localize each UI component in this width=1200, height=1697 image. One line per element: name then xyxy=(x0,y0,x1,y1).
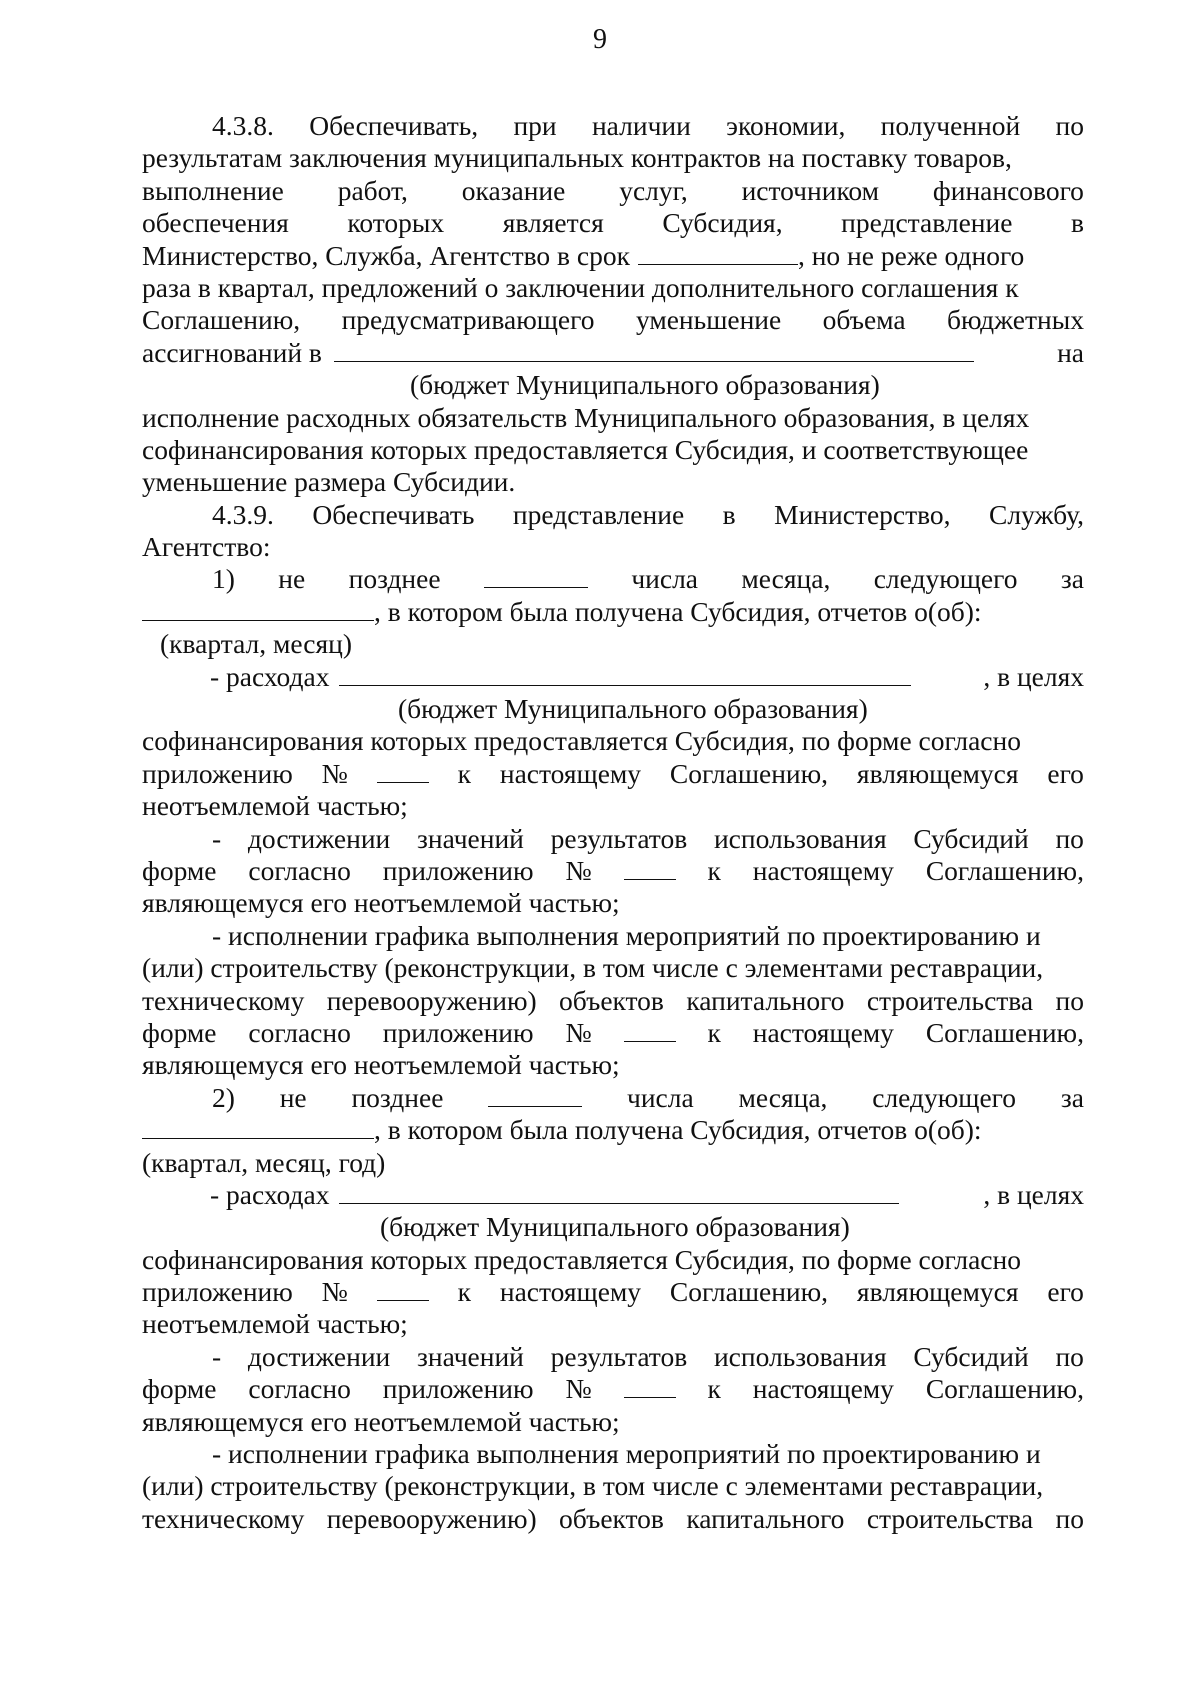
period-blank[interactable] xyxy=(142,596,374,621)
word: форме xyxy=(142,1373,217,1405)
word: по xyxy=(1055,1502,1084,1534)
pril-line xyxy=(142,1276,1084,1308)
word: которых xyxy=(347,207,445,239)
word: по xyxy=(1055,984,1084,1016)
neot-line: неотъемлемой частью; xyxy=(142,790,408,822)
text: - расходах xyxy=(210,660,330,692)
text: на xyxy=(1057,336,1084,368)
word: Соглашению, xyxy=(925,1373,1084,1405)
isp-line-5: являющемуся его неотъемлемой частью; xyxy=(142,1049,620,1081)
word: № xyxy=(565,854,592,886)
cofin-line: софинансирования которых предоставляется Субсидия, по форме согласно xyxy=(142,725,1021,757)
word: № xyxy=(565,1016,592,1048)
budget-blank[interactable] xyxy=(334,337,974,362)
word: по xyxy=(1055,110,1084,141)
word: выполнение xyxy=(142,174,284,206)
word: форме xyxy=(142,1016,217,1048)
word: форме xyxy=(142,854,217,886)
word: Обеспечивать xyxy=(312,498,475,530)
word: являющемуся xyxy=(856,1276,1019,1308)
word: техническому xyxy=(142,984,305,1016)
p438-line-8 xyxy=(142,337,1084,369)
word: приложению xyxy=(382,1373,534,1405)
dash: - xyxy=(212,822,222,854)
word: месяца, xyxy=(741,563,831,595)
word: источником xyxy=(741,174,880,206)
budget-note: (бюджет Муниципального образования) xyxy=(398,693,868,725)
word: не xyxy=(278,563,306,595)
forma-line xyxy=(142,855,1084,887)
word: не xyxy=(279,1081,307,1113)
day-blank[interactable] xyxy=(484,563,588,588)
text: , в целях xyxy=(983,1178,1084,1210)
word: за xyxy=(1060,1081,1084,1113)
isp-line-2: (или) строительству (реконструкции, в том числе с элементами реставрации, xyxy=(142,952,1044,984)
word: Соглашению, xyxy=(142,304,301,336)
text: , в целях xyxy=(983,660,1084,692)
text: , в котором была получена Субсидия, отчетов о(об): xyxy=(374,1114,982,1146)
word: являющемуся xyxy=(856,757,1019,789)
word: строительства xyxy=(866,1502,1034,1534)
isp-line-3 xyxy=(142,1503,1084,1535)
isp-line-1: - исполнении графика выполнения мероприятий по проектированию и xyxy=(212,919,1041,951)
word: Соглашению, xyxy=(669,757,829,789)
word: использования xyxy=(713,822,887,854)
item-number: 1) xyxy=(212,563,235,595)
forma-line xyxy=(142,1373,1084,1405)
word: настоящему xyxy=(752,854,894,886)
document-body xyxy=(142,110,1084,1535)
text: , в котором была получена Субсидия, отчетов о(об): xyxy=(374,595,982,627)
text: - расходах xyxy=(210,1178,330,1210)
word: обеспечения xyxy=(142,207,289,239)
word: № xyxy=(565,1373,592,1405)
appendix-number-blank[interactable] xyxy=(624,855,676,880)
word: работ, xyxy=(337,174,408,206)
word: в xyxy=(1071,207,1084,239)
word: настоящему xyxy=(499,757,642,789)
word: объектов xyxy=(559,1502,664,1534)
p439-line-1 xyxy=(142,499,1084,531)
item2-rashody xyxy=(142,1179,1084,1211)
word: значений xyxy=(417,1340,524,1372)
isp-line-3 xyxy=(142,985,1084,1017)
text: Министерство, Служба, Агентство в срок xyxy=(142,239,630,271)
word: предусматривающего xyxy=(341,304,595,336)
word: достижении xyxy=(247,1340,391,1372)
word: настоящему xyxy=(499,1276,642,1308)
period-blank[interactable] xyxy=(142,1114,374,1139)
item1-line-2 xyxy=(142,596,1084,628)
text: ассигнований в xyxy=(142,336,322,368)
day-blank[interactable] xyxy=(488,1082,582,1107)
word: по xyxy=(1055,822,1084,854)
word: полученной xyxy=(880,110,1021,141)
word: результатов xyxy=(550,1340,688,1372)
word: объема xyxy=(822,304,906,336)
word: числа xyxy=(627,1081,694,1113)
word: представление xyxy=(841,207,1013,239)
word: перевооружению) xyxy=(326,984,537,1016)
word: результатов xyxy=(550,822,688,854)
word: строительства xyxy=(866,984,1034,1016)
word: Обеспечивать, xyxy=(309,110,479,141)
word: за xyxy=(1060,563,1084,595)
word: настоящему xyxy=(752,1016,894,1048)
word: использования xyxy=(713,1340,887,1372)
dash: - xyxy=(212,1340,222,1372)
pril-line xyxy=(142,758,1084,790)
page-number: 9 xyxy=(593,24,607,55)
clause-number: 4.3.9. xyxy=(212,498,274,530)
budget-note: (бюджет Муниципального образования) xyxy=(380,1211,850,1243)
word: Министерство, xyxy=(774,498,951,530)
word: месяца, xyxy=(738,1081,828,1113)
word: капитального xyxy=(686,984,845,1016)
word: к xyxy=(457,1276,471,1308)
word: приложению xyxy=(382,854,534,886)
item1-line-1 xyxy=(142,563,1084,595)
p438-line-4 xyxy=(142,207,1084,239)
p438-line-1 xyxy=(142,110,1084,142)
dost-line xyxy=(142,1341,1084,1373)
yav-line: являющемуся его неотъемлемой частью; xyxy=(142,887,620,919)
word: числа xyxy=(631,563,698,595)
word: является xyxy=(502,207,604,239)
appendix-number-blank[interactable] xyxy=(377,758,429,783)
p438-line-5 xyxy=(142,240,1084,272)
word: техническому xyxy=(142,1502,305,1534)
clause-number: 4.3.8. xyxy=(212,110,274,141)
item2-line-2 xyxy=(142,1114,1084,1146)
word: следующего xyxy=(872,1081,1017,1113)
word: Соглашению, xyxy=(925,1016,1084,1048)
word: наличии xyxy=(591,110,691,141)
word: к xyxy=(707,1373,721,1405)
budget-blank[interactable] xyxy=(339,1179,899,1204)
budget-note: (бюджет Муниципального образования) xyxy=(410,369,880,401)
appendix-number-blank[interactable] xyxy=(377,1276,429,1301)
p438-line-10: софинансирования которых предоставляется Субсидия, и соответствующее xyxy=(142,433,1029,465)
word: Субсидий xyxy=(913,822,1029,854)
word: № xyxy=(321,1276,348,1308)
word: настоящему xyxy=(752,1373,894,1405)
word: приложению xyxy=(142,1276,293,1308)
deadline-blank[interactable] xyxy=(638,240,798,265)
budget-blank[interactable] xyxy=(339,661,911,686)
item1-rashody xyxy=(142,661,1084,693)
text: , но не реже одного xyxy=(797,239,1025,271)
word: услуг, xyxy=(619,174,688,206)
p438-line-6: раза в квартал, предложений о заключении дополнительного соглашения к xyxy=(142,271,1019,303)
word: согласно xyxy=(248,1373,351,1405)
period-note: (квартал, месяц) xyxy=(160,628,353,660)
word: по xyxy=(1055,1340,1084,1372)
word: значений xyxy=(417,822,524,854)
word: согласно xyxy=(248,1016,351,1048)
word: Соглашению, xyxy=(669,1276,829,1308)
word: его xyxy=(1047,1276,1084,1308)
yav-line: являющемуся его неотъемлемой частью; xyxy=(142,1405,620,1437)
dost-line xyxy=(142,823,1084,855)
word: к xyxy=(707,854,721,886)
word: к xyxy=(457,757,471,789)
item-number: 2) xyxy=(212,1081,235,1113)
word: согласно xyxy=(248,854,351,886)
appendix-number-blank[interactable] xyxy=(624,1017,676,1042)
item2-line-1 xyxy=(142,1082,1084,1114)
neot-line: неотъемлемой частью; xyxy=(142,1308,408,1340)
isp-line-4 xyxy=(142,1017,1084,1049)
word: бюджетных xyxy=(947,304,1084,336)
word: достижении xyxy=(247,822,391,854)
word: позднее xyxy=(351,1081,444,1113)
word: приложению xyxy=(382,1016,534,1048)
p439-line-2: Агентство: xyxy=(142,531,271,563)
word: в xyxy=(722,498,736,530)
word: № xyxy=(321,757,348,789)
period-note: (квартал, месяц, год) xyxy=(142,1146,386,1178)
isp-line-2: (или) строительству (реконструкции, в том числе с элементами реставрации, xyxy=(142,1470,1044,1502)
word: уменьшение xyxy=(635,304,782,336)
cofin-line: софинансирования которых предоставляется Субсидия, по форме согласно xyxy=(142,1243,1021,1275)
p438-line-9: исполнение расходных обязательств Муниципального образования, в целях xyxy=(142,401,1030,433)
word: его xyxy=(1047,757,1084,789)
word: Субсидия, xyxy=(662,207,783,239)
word: оказание xyxy=(461,174,566,206)
p438-line-7 xyxy=(142,304,1084,336)
word: перевооружению) xyxy=(326,1502,537,1534)
word: Службу, xyxy=(989,498,1084,530)
word: объектов xyxy=(559,984,664,1016)
word: представление xyxy=(512,498,685,530)
word: позднее xyxy=(348,563,441,595)
word: капитального xyxy=(686,1502,845,1534)
word: экономии, xyxy=(726,110,846,141)
appendix-number-blank[interactable] xyxy=(624,1373,676,1398)
word: приложению xyxy=(142,757,293,789)
word: Соглашению, xyxy=(925,854,1084,886)
word: следующего xyxy=(873,563,1018,595)
isp-line-1: - исполнении графика выполнения мероприятий по проектированию и xyxy=(212,1438,1041,1470)
p438-line-2: результатам заключения муниципальных контрактов на поставку товаров, xyxy=(142,142,1012,174)
word: финансового xyxy=(932,174,1084,206)
word: при xyxy=(513,110,557,141)
p438-line-11: уменьшение размера Субсидии. xyxy=(142,466,516,498)
word: Субсидий xyxy=(913,1340,1029,1372)
p438-line-3 xyxy=(142,175,1084,207)
word: к xyxy=(707,1016,721,1048)
